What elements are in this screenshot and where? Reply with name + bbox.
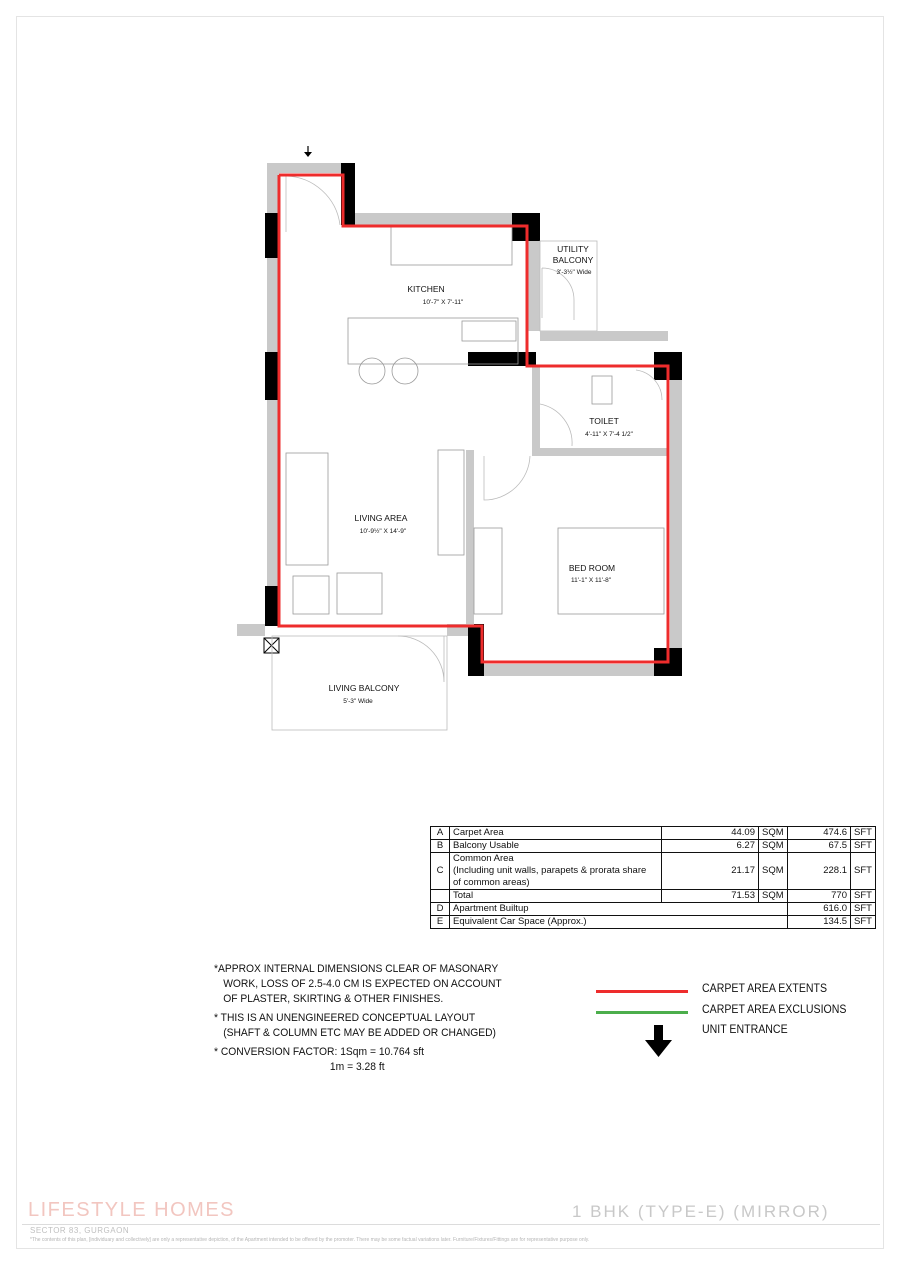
wall-left-window-2 [267,400,279,586]
room-living-balcony [329,683,400,705]
svg-text:UTILITY: UTILITY [557,244,589,254]
brand-name: LIFESTYLE HOMES [28,1199,235,1221]
living-balcony-door [398,636,444,682]
sofa [286,453,328,565]
svg-text:LIVING AREA: LIVING AREA [354,513,408,523]
legend-unit-entrance: UNIT ENTRANCE [596,1023,896,1063]
wall-left-window-1 [267,258,279,352]
wall-toilet-left [532,366,540,456]
column-left-2 [265,352,279,400]
svg-text:BED ROOM: BED ROOM [568,563,616,573]
table-row: C Common Area (Including unit walls, parapets & prorata share of common areas) 21.17 SQM 228.1 SFT [431,853,876,890]
table-row: D Apartment Builtup 616.0 SFT [431,903,876,916]
wall-bedroom-left [466,450,474,626]
room-toilet [585,416,634,438]
note-dimensions: *APPROX INTERNAL DIMENSIONS CLEAR OF MASONARY WORK, LOSS OF 2.5-4.0 CM IS EXPECTED ON ACCOUNT OF PLASTER, SKIRTING & OTHER FINISHES. [214,963,502,1005]
area-statement-table [430,826,876,929]
svg-text:5'-3" Wide: 5'-3" Wide [343,698,373,705]
column-left-1 [265,213,279,258]
unit-entrance-arrow-icon [304,146,312,157]
wall-bottom-left-stub [237,624,265,636]
footer-divider [22,1224,880,1225]
room-living-area [355,513,408,535]
svg-text:11'-1" X 11'-8": 11'-1" X 11'-8" [570,577,612,584]
room-kitchen [407,284,464,306]
down-arrow-icon [644,1023,684,1061]
room-bedroom [569,563,615,584]
location-text: SECTOR 83, GURGAON [30,1226,130,1235]
armchair [337,573,382,614]
wall-kitchen-right [528,241,540,331]
shaft-box [264,638,279,653]
table-row: A Carpet Area 44.09 SQM 474.6 SFT [431,827,876,840]
wall-left-top [267,163,279,213]
notes-block [214,962,502,1079]
kitchen-sink [462,321,516,341]
bar-stool [392,358,418,384]
svg-text:BALCONY: BALCONY [552,255,594,265]
wc [592,376,612,404]
legend-carpet-extents: CARPET AREA EXTENTS [596,982,896,998]
wardrobe [474,528,502,614]
table-row: Total 71.53 SQM 770 SFT [431,890,876,903]
svg-text:TOILET: TOILET [589,416,619,426]
note-conceptual-layout: * THIS IS AN UNENGINEERED CONCEPTUAL LAYOUT (SHAFT & COLUMN ETC MAY BE ADDED OR CHANGED) [214,1012,496,1039]
wall-toilet-bottom [540,448,668,456]
bedroom-door [484,456,530,500]
tv-unit [438,450,464,555]
legend-carpet-exclusions: CARPET AREA EXCLUSIONS [596,1003,896,1019]
green-line-swatch [596,1011,688,1014]
table-row: B Balcony Usable 6.27 SQM 67.5 SFT [431,840,876,853]
svg-text:4'-11" X 7'-4 1/2": 4'-11" X 7'-4 1/2" [585,431,633,438]
svg-text:10'-9½" X 14'-9": 10'-9½" X 14'-9" [359,528,407,535]
column-left-3 [265,586,279,626]
armchair [293,576,329,614]
wall-bedroom-bottom [484,664,654,676]
svg-text:KITCHEN: KITCHEN [407,284,445,294]
kitchen-counter-top [391,225,512,265]
room-utility-balcony [553,244,594,276]
wall-kitchen-top [355,213,512,225]
disclaimer-text: *The contents of this plan, [individuary and collectively] are only a representative depiction, of the Apartment intended to be offered by the promoter. There may be some factual variations later. Furniture/Fixtures/Fittings are for representative purpose only. [30,1237,590,1243]
red-line-swatch [596,990,688,993]
wall-bedroom-right [670,380,682,648]
wall-top-entry [279,163,341,173]
toilet-door [540,404,572,446]
svg-text:10'-7" X 7'-11": 10'-7" X 7'-11" [422,299,464,306]
bar-stool [359,358,385,384]
svg-text:LIVING BALCONY: LIVING BALCONY [328,683,400,693]
unit-type-title: 1 BHK (TYPE-E) (MIRROR) [572,1202,830,1221]
wall-toilet-top [540,331,668,341]
table-row: E Equivalent Car Space (Approx.) 134.5 SFT [431,916,876,929]
note-conversion-factor: * CONVERSION FACTOR: 1Sqm = 10.764 sft 1m = 3.28 ft [214,1046,425,1073]
svg-text:3'-3½" Wide: 3'-3½" Wide [556,269,592,276]
